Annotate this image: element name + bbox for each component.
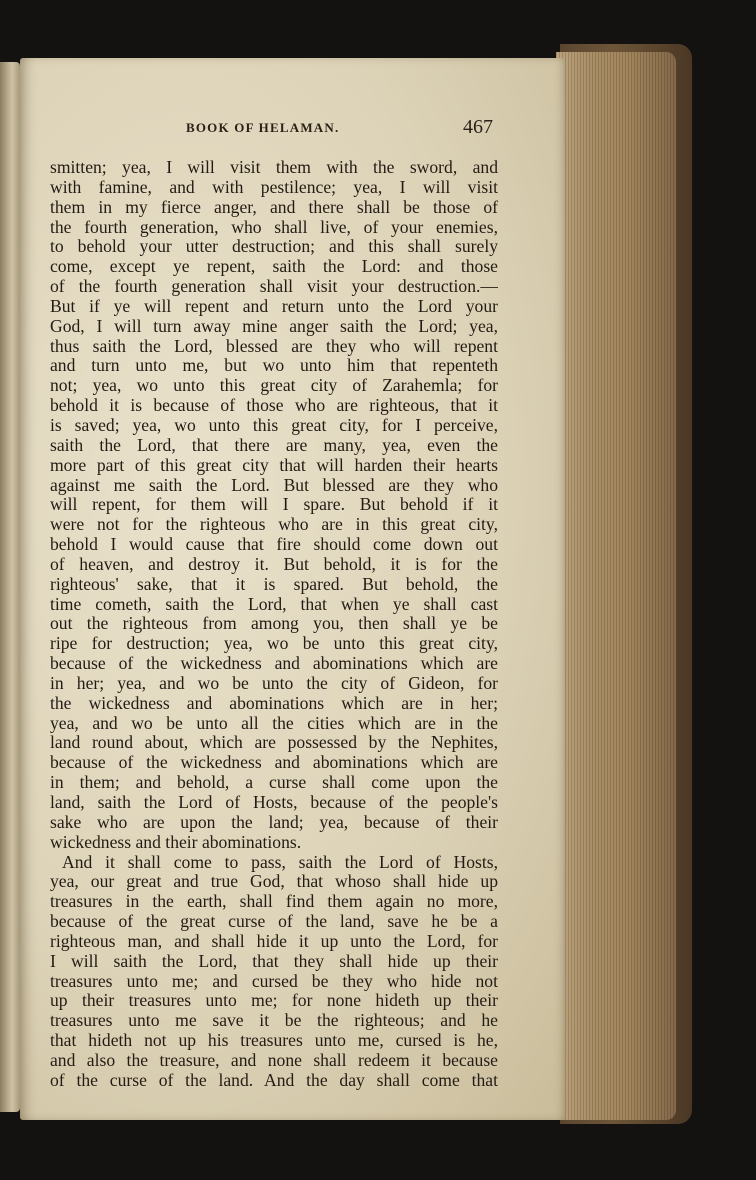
text-line: treasures in the earth, shall find them again no more,	[50, 892, 498, 912]
text-line: behold I would cause that fire should come down out	[50, 535, 498, 555]
page-header	[0, 116, 756, 142]
text-line: of the curse of the land. And the day shall come that	[50, 1070, 498, 1090]
text-line: saith the Lord, that there are many, yea, even the	[50, 435, 498, 455]
page-number: 467	[463, 116, 493, 138]
text-line: them in my fierce anger, and there shall be those of	[50, 197, 498, 217]
text-line: up their treasures unto me; for none hideth up their	[50, 991, 498, 1011]
text-line: with famine, and with pestilence; yea, I will visit	[50, 177, 498, 197]
text-line: in them; and behold, a curse shall come upon the	[50, 773, 498, 793]
page-block-edge	[556, 52, 676, 1120]
text-line: more part of this great city that will harden their hearts	[50, 455, 498, 475]
text-line: come, except ye repent, saith the Lord: and those	[50, 257, 498, 277]
facing-page-edge	[0, 62, 20, 1112]
text-line: that hideth not up his treasures unto me, cursed is he,	[50, 1031, 498, 1051]
text-line: were not for the righteous who are in this great city,	[50, 515, 498, 535]
text-line: land round about, which are possessed by the Nephites,	[50, 733, 498, 753]
text-line: sake who are upon the land; yea, because of their	[50, 812, 498, 832]
text-line: smitten; yea, I will visit them with the sword, and	[50, 158, 498, 177]
text-line: treasures unto me save it be the righteous; and he	[50, 1011, 498, 1031]
text-line: and turn unto me, but wo unto him that repenteth	[50, 356, 498, 376]
text-line: will repent, for them will I spare. But behold if it	[50, 495, 498, 515]
text-line: righteous' sake, that it is spared. But behold, the	[50, 574, 498, 594]
text-line: because of the great curse of the land, save he be a	[50, 912, 498, 932]
text-line: because of the wickedness and abominations which are	[50, 654, 498, 674]
text-line: wickedness and their abominations.	[50, 832, 302, 852]
text-line: the fourth generation, who shall live, of your enemies,	[50, 217, 498, 237]
page-body-text	[50, 158, 498, 1091]
text-line: yea, and wo be unto all the cities which are in the	[50, 713, 498, 733]
text-line: in her; yea, and wo be unto the city of Gideon, for	[50, 673, 498, 693]
text-line: righteous man, and shall hide it up unto the Lord, for	[50, 931, 498, 951]
text-line: of heaven, and destroy it. But behold, it is for the	[50, 554, 498, 574]
running-title: BOOK OF HELAMAN.	[186, 120, 340, 135]
text-line: thus saith the Lord, blessed are they who will repent	[50, 336, 498, 356]
text-line: ripe for destruction; yea, wo be unto this great city,	[50, 634, 498, 654]
text-line: to behold your utter destruction; and this shall surely	[50, 237, 498, 257]
text-line: because of the wickedness and abominations which are	[50, 753, 498, 773]
text-line: is saved; yea, wo unto this great city, for I perceive,	[50, 415, 498, 435]
text-line: and also the treasure, and none shall redeem it because	[50, 1050, 498, 1070]
text-line: time cometh, saith the Lord, that when ye shall cast	[50, 594, 498, 614]
text-line: behold it is because of those who are righteous, that it	[50, 396, 498, 416]
text-line: treasures unto me; and cursed be they who hide not	[50, 971, 498, 991]
text-line: I will saith the Lord, that they shall hide up their	[50, 951, 498, 971]
text-line: But if ye will repent and return unto the Lord your	[50, 296, 498, 316]
text-line: not; yea, wo unto this great city of Zarahemla; for	[50, 376, 498, 396]
text-line: land, saith the Lord of Hosts, because of the people's	[50, 793, 498, 812]
text-line: of the fourth generation shall visit your destruction.—	[50, 277, 498, 297]
text-line: out the righteous from among you, then shall ye be	[50, 614, 498, 634]
text-line: God, I will turn away mine anger saith the Lord; yea,	[50, 316, 498, 336]
text-line: And it shall come to pass, saith the Lord of Hosts,	[62, 852, 498, 872]
text-line: yea, our great and true God, that whoso shall hide up	[50, 872, 498, 892]
text-line: against me saith the Lord. But blessed are they who	[50, 475, 498, 495]
text-line: the wickedness and abominations which are in her;	[50, 693, 498, 713]
